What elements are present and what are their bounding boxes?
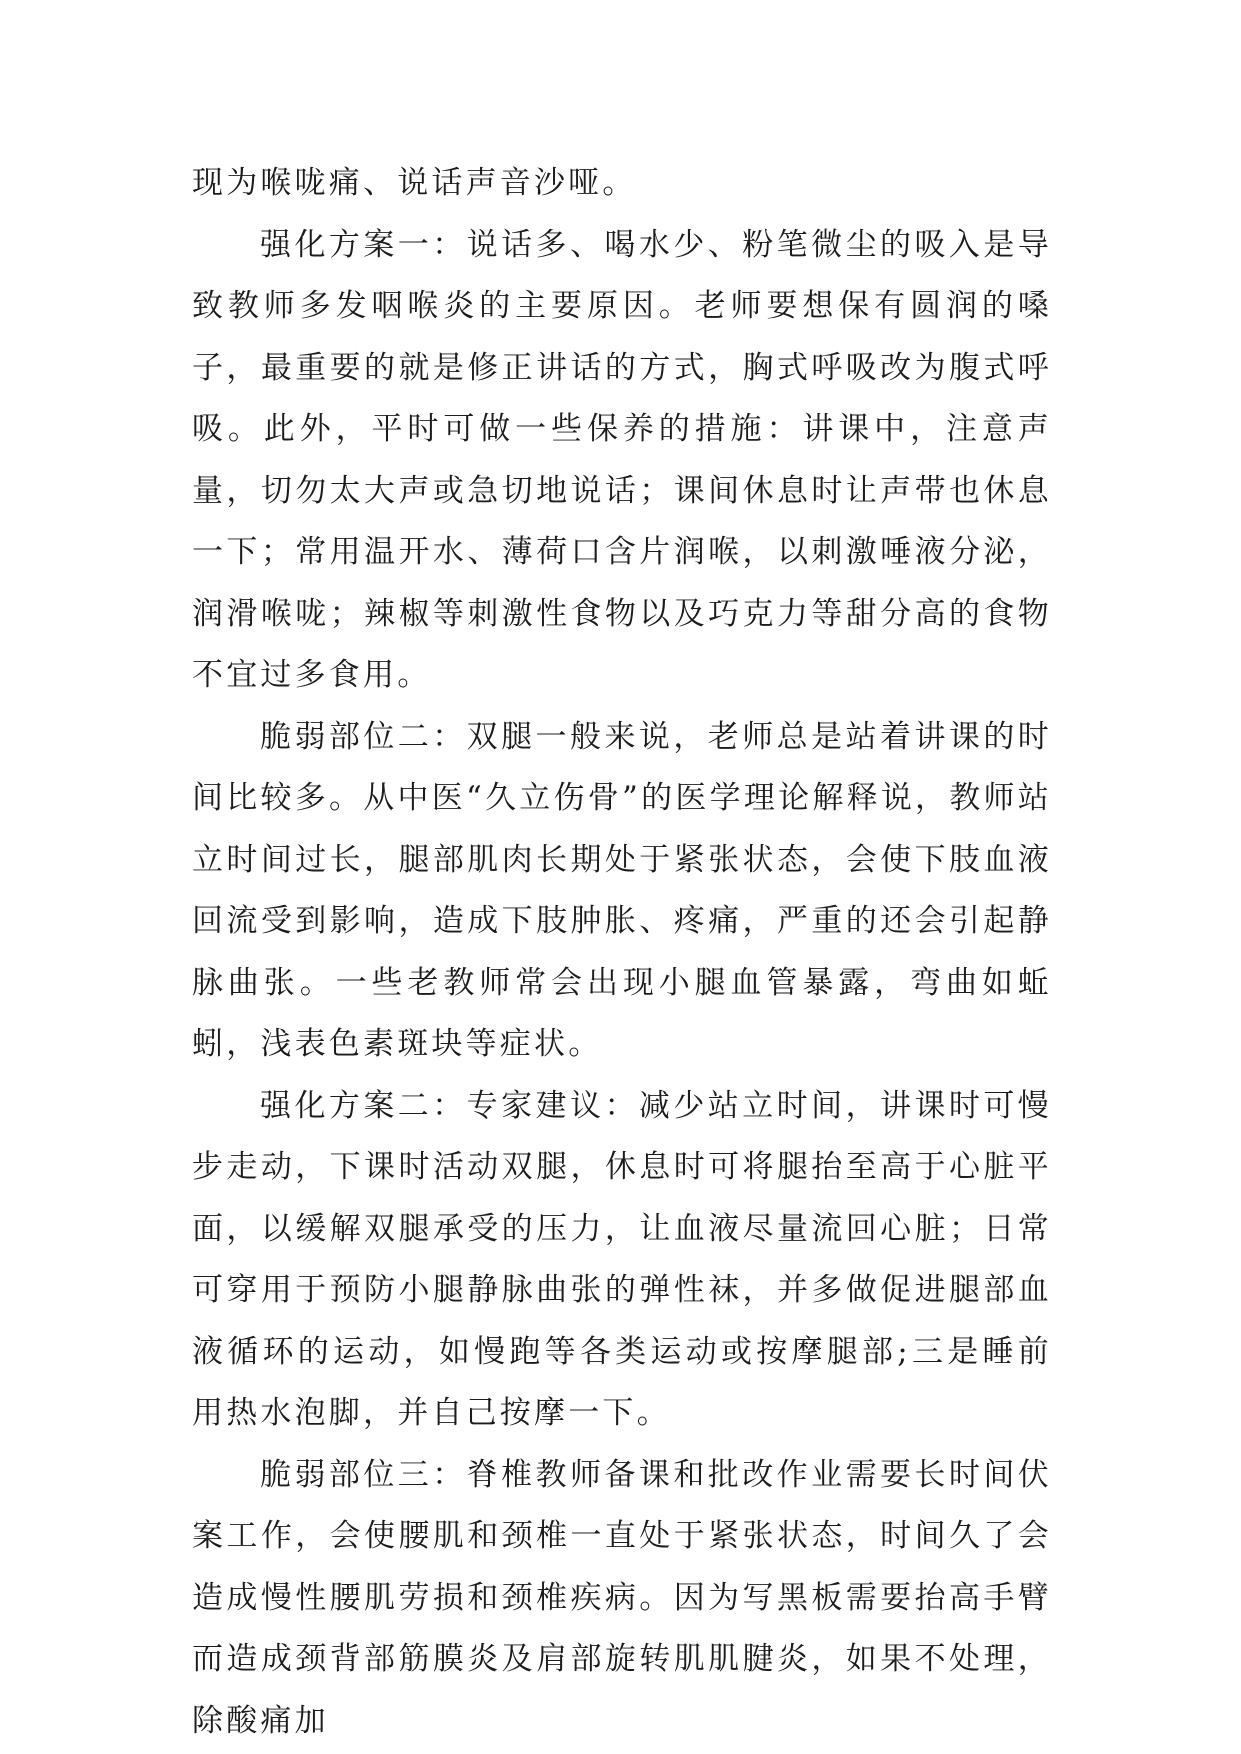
paragraph-plan-one: 强化方案一：说话多、喝水少、粉笔微尘的吸入是导致教师多发咽喉炎的主要原因。老师要想保有圆润的嗓子，最重要的就是修正讲话的方式，胸式呼吸改为腹式呼吸。此外，平时可做一些保养的措施：讲课中，注意声量，切勿太大声或急切地说话；课间休息时让声带也休息一下；常用温开水、薄荷口含片润喉，以刺激唾液分泌，润滑喉咙；辣椒等刺激性食物以及巧克力等甜分高的食物不宜过多食用。 (192, 226, 1052, 693)
document-body (192, 153, 1052, 1752)
paragraph-plan-two: 强化方案二：专家建议：减少站立时间，讲课时可慢步走动，下课时活动双腿，休息时可将腿抬至高于心脏平面，以缓解双腿承受的压力，让血液尽量流回心脏；日常可穿用于预防小腿静脉曲张的弹性袜，并多做促进腿部血液循环的运动，如慢跑等各类运动或按摩腿部;三是睡前用热水泡脚，并自己按摩一下。 (192, 1087, 1052, 1431)
paragraph-weak-point-three: 脆弱部位三：脊椎教师备课和批改作业需要长时间伏案工作，会使腰肌和颈椎一直处于紧张状态，时间久了会造成慢性腰肌劳损和颈椎疾病。因为写黑板需要抬高手臂而造成颈背部筋膜炎及肩部旋转肌肌腱炎，如果不处理，除酸痛加 (192, 1456, 1052, 1739)
paragraph-continuation: 现为喉咙痛、说话声音沙哑。 (192, 165, 637, 201)
paragraph-weak-point-two: 脆弱部位二：双腿一般来说，老师总是站着讲课的时间比较多。从中医“久立伤骨”的医学理论解释说，教师站立时间过长，腿部肌肉长期处于紧张状态，会使下肢血液回流受到影响，造成下肢肿胀、疼痛，严重的还会引起静脉曲张。一些老教师常会出现小腿血管暴露，弯曲如蚯蚓，浅表色素斑块等症状。 (192, 718, 1052, 1062)
